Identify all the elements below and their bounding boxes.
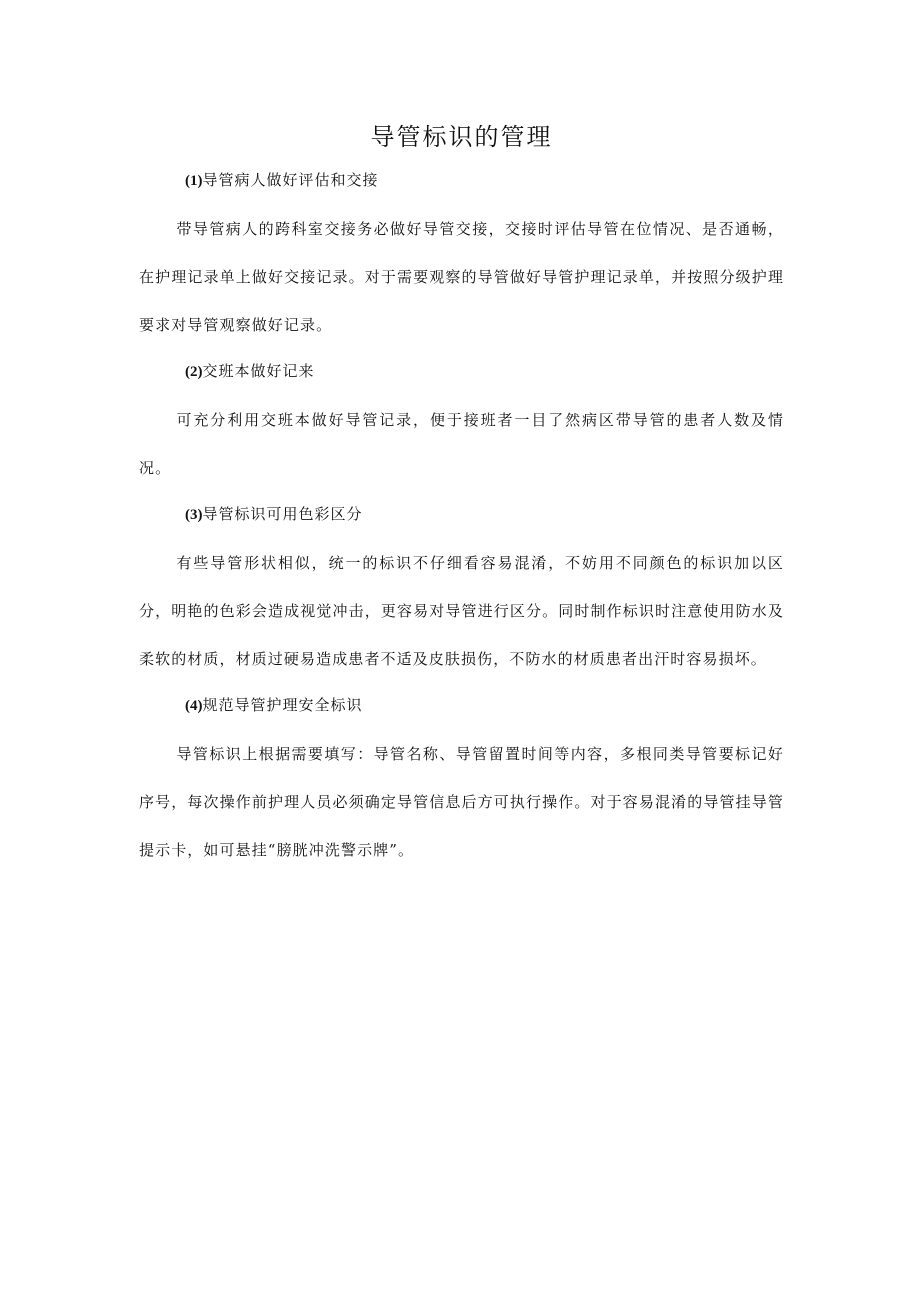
section-1: [139, 168, 784, 349]
section-heading: [139, 502, 784, 527]
section-number: (1): [185, 173, 203, 189]
section-number: (4): [185, 698, 203, 714]
section-heading-text: 规范导管护理安全标识: [202, 696, 363, 714]
section-body: 可充分利用交班本做好导管记录，便于接班者一目了然病区带导管的患者人数及情况。: [139, 411, 784, 477]
section-heading-text: 导管病人做好评估和交接: [202, 171, 379, 189]
section-heading: [139, 693, 784, 718]
section-heading-text: 交班本做好记来: [202, 362, 315, 380]
section-4: [139, 693, 784, 874]
section-2: [139, 359, 784, 492]
section-body: 带导管病人的跨科室交接务必做好导管交接，交接时评估导管在位情况、是否通畅，在护理记录单上做好交接记录。对于需要观察的导管做好导管护理记录单，并按照分级护理要求对导管观察做好记录。: [139, 220, 784, 334]
page-title: 导管标识的管理: [370, 123, 553, 151]
section-3: [139, 502, 784, 683]
section-heading-text: 导管标识可用色彩区分: [202, 505, 363, 523]
section-heading: [139, 359, 784, 384]
section-number: (3): [185, 507, 203, 523]
section-body: 有些导管形状相似，统一的标识不仔细看容易混淆，不妨用不同颜色的标识加以区分，明艳的色彩会造成视觉冲击，更容易对导管进行区分。同时制作标识时注意使用防水及柔软的材质，材质过硬易造成患者不适及皮肤损伤，不防水的材质患者出汗时容易损坏。: [139, 554, 784, 668]
section-heading: [139, 168, 784, 193]
section-body: 导管标识上根据需要填写：导管名称、导管留置时间等内容，多根同类导管要标记好序号，每次操作前护理人员必须确定导管信息后方可执行操作。对于容易混淆的导管挂导管提示卡，如可悬挂“膀胱冲洗警示牌”。: [139, 745, 784, 859]
section-number: (2): [185, 364, 203, 380]
